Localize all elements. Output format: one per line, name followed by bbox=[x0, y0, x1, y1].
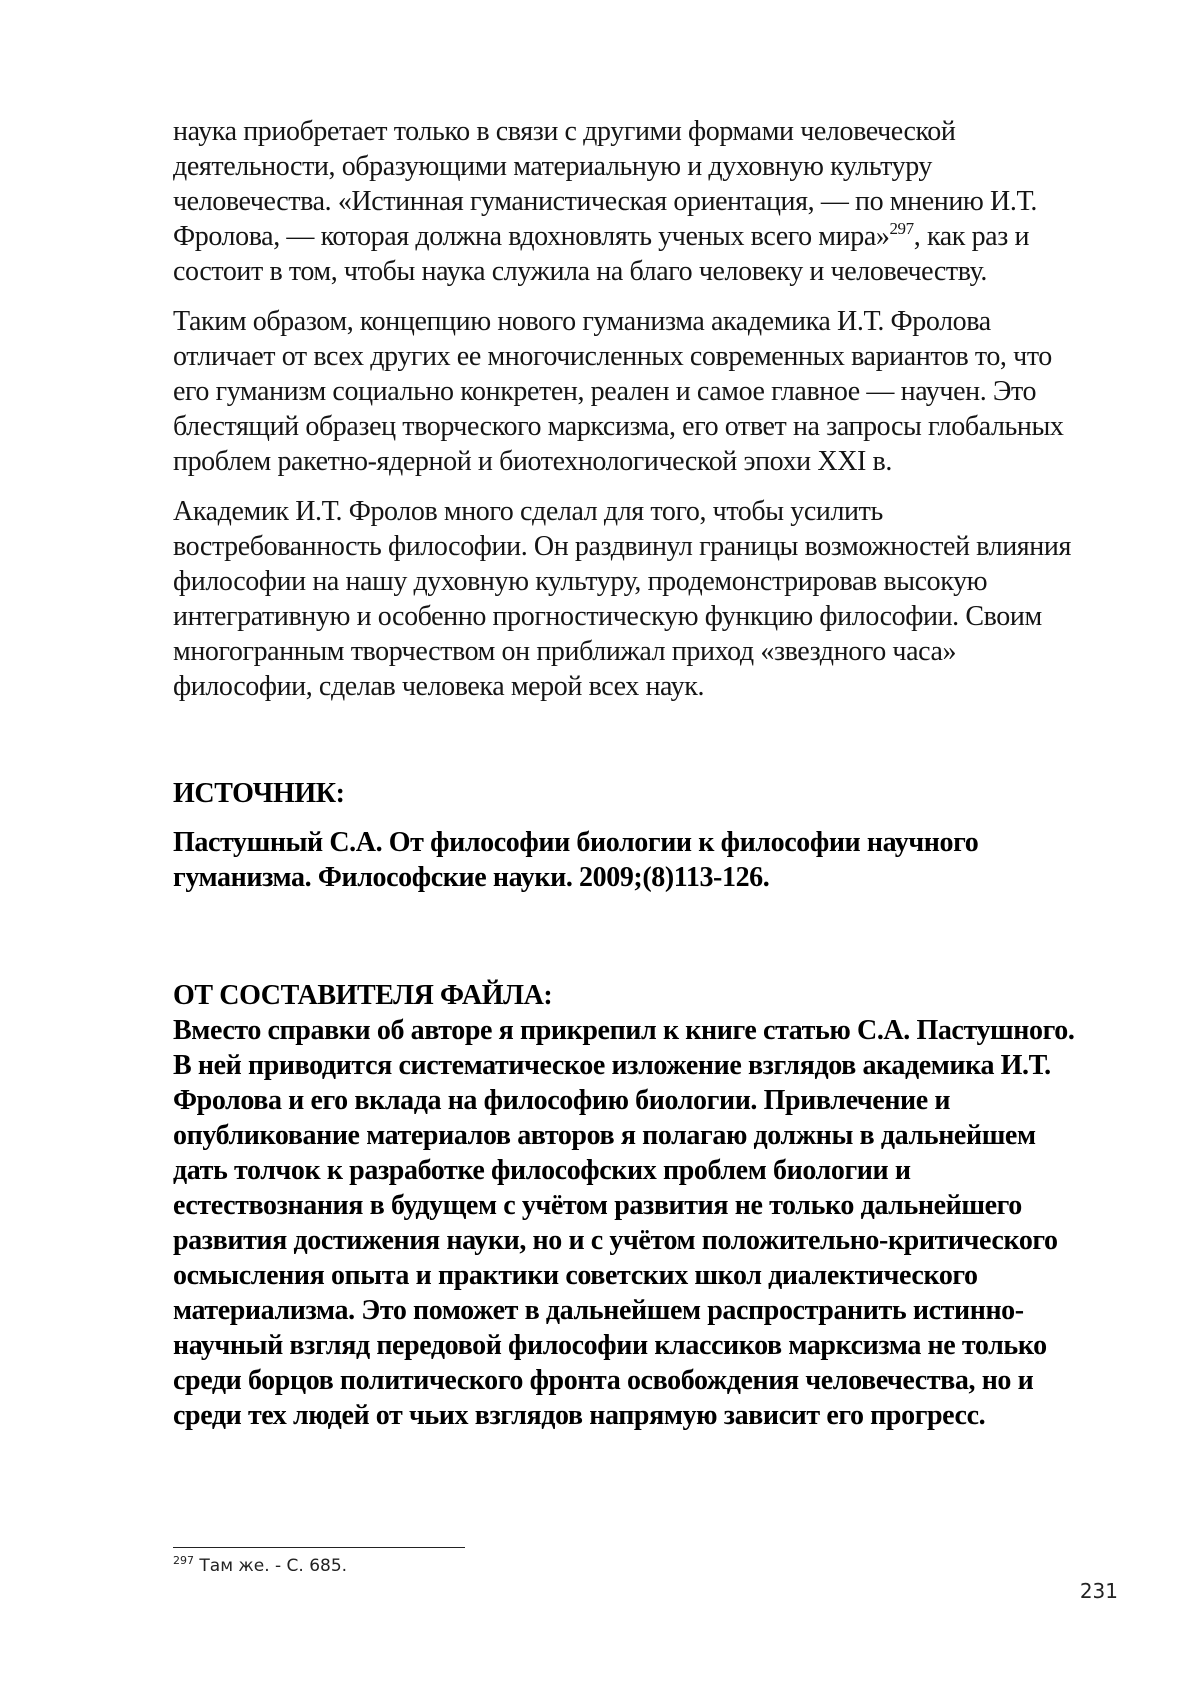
source-heading: ИСТОЧНИК: bbox=[173, 778, 345, 809]
footnote-reference[interactable]: 297 bbox=[889, 219, 914, 238]
note-line: В ней приводится систематическое изложение взглядов академика И.Т. bbox=[173, 1050, 1051, 1081]
note-line: осмысления опыта и практики советских школ диалектического bbox=[173, 1260, 978, 1291]
text-line: состоит в том, чтобы наука служила на благо человеку и человечеству. bbox=[173, 256, 987, 287]
note-line: развития достижения науки, но и с учётом положительно-критического bbox=[173, 1225, 1058, 1256]
footnote bbox=[173, 1556, 347, 1576]
compiler-note-heading: ОТ СОСТАВИТЕЛЯ ФАЙЛА: bbox=[173, 980, 553, 1011]
text-line: философии, сделав человека мерой всех наук. bbox=[173, 671, 705, 702]
note-line: Фролова и его вклада на философию биологии. Привлечение и bbox=[173, 1085, 951, 1116]
note-line: естествознания в будущем с учётом развития не только дальнейшего bbox=[173, 1190, 1022, 1221]
text-line: Таким образом, концепцию нового гуманизма академика И.Т. Фролова bbox=[173, 306, 991, 337]
paragraph-3 bbox=[173, 494, 1133, 704]
text-line: отличает от всех других ее многочисленных современных вариантов то, что bbox=[173, 341, 1052, 372]
note-line: материализма. Это поможет в дальнейшем распространить истинно- bbox=[173, 1295, 1024, 1326]
compiler-note-section bbox=[173, 978, 1133, 1448]
text-line: философии на нашу духовную культуру, продемонстрировав высокую bbox=[173, 566, 988, 597]
note-line: дать толчок к разработке философских проблем биологии и bbox=[173, 1155, 911, 1186]
text-line: проблем ракетно-ядерной и биотехнологической эпохи XXI в. bbox=[173, 446, 892, 477]
text-line: наука приобретает только в связи с другими формами человеческой bbox=[173, 116, 956, 147]
text-line: многогранным творчеством он приближал приход «звездного часа» bbox=[173, 636, 957, 667]
text-line-start: Фролова, — которая должна вдохновлять ученых всего мира» bbox=[173, 221, 890, 252]
page-number: 231 bbox=[1079, 1579, 1118, 1603]
text-line: его гуманизм социально конкретен, реален и самое главное — научен. Это bbox=[173, 376, 1037, 407]
note-line: Вместо справки об авторе я прикрепил к книге статью С.А. Пастушного. bbox=[173, 1015, 1075, 1046]
paragraph-2 bbox=[173, 304, 1133, 479]
paragraph-1 bbox=[173, 114, 1133, 289]
note-line: среди борцов политического фронта освобождения человечества, но и bbox=[173, 1365, 1034, 1396]
citation-line: Пастушный С.А. От философии биологии к философии научного bbox=[173, 827, 979, 858]
compiler-note-text bbox=[173, 1013, 1133, 1433]
text-line: интегративную и особенно прогностическую функцию философии. Своим bbox=[173, 601, 1042, 632]
note-line: научный взгляд передовой философии классиков марксизма не только bbox=[173, 1330, 1047, 1361]
text-line: деятельности, образующими материальную и духовную культуру bbox=[173, 151, 933, 182]
source-citation bbox=[173, 825, 1133, 895]
note-line: среди тех людей от чьих взглядов напрямую зависит его прогресс. bbox=[173, 1400, 986, 1431]
source-section bbox=[173, 776, 1133, 910]
citation-line: гуманизма. Философские науки. 2009;(8)113-126. bbox=[173, 862, 770, 893]
note-line: опубликование материалов авторов я полагаю должны в дальнейшем bbox=[173, 1120, 1036, 1151]
footnote-text: Там же. - С. 685. bbox=[194, 1556, 348, 1576]
footnote-separator bbox=[173, 1547, 465, 1548]
text-line bbox=[173, 219, 1133, 254]
text-line-end: , как раз и bbox=[913, 221, 1030, 252]
footnote-number: 297 bbox=[173, 1554, 194, 1567]
body-text bbox=[173, 114, 1133, 719]
text-line: Академик И.Т. Фролов много сделал для того, чтобы усилить bbox=[173, 496, 883, 527]
text-line: человечества. «Истинная гуманистическая ориентация, — по мнению И.Т. bbox=[173, 186, 1037, 217]
text-line: востребованность философии. Он раздвинул границы возможностей влияния bbox=[173, 531, 1071, 562]
text-line: блестящий образец творческого марксизма, его ответ на запросы глобальных bbox=[173, 411, 1064, 442]
